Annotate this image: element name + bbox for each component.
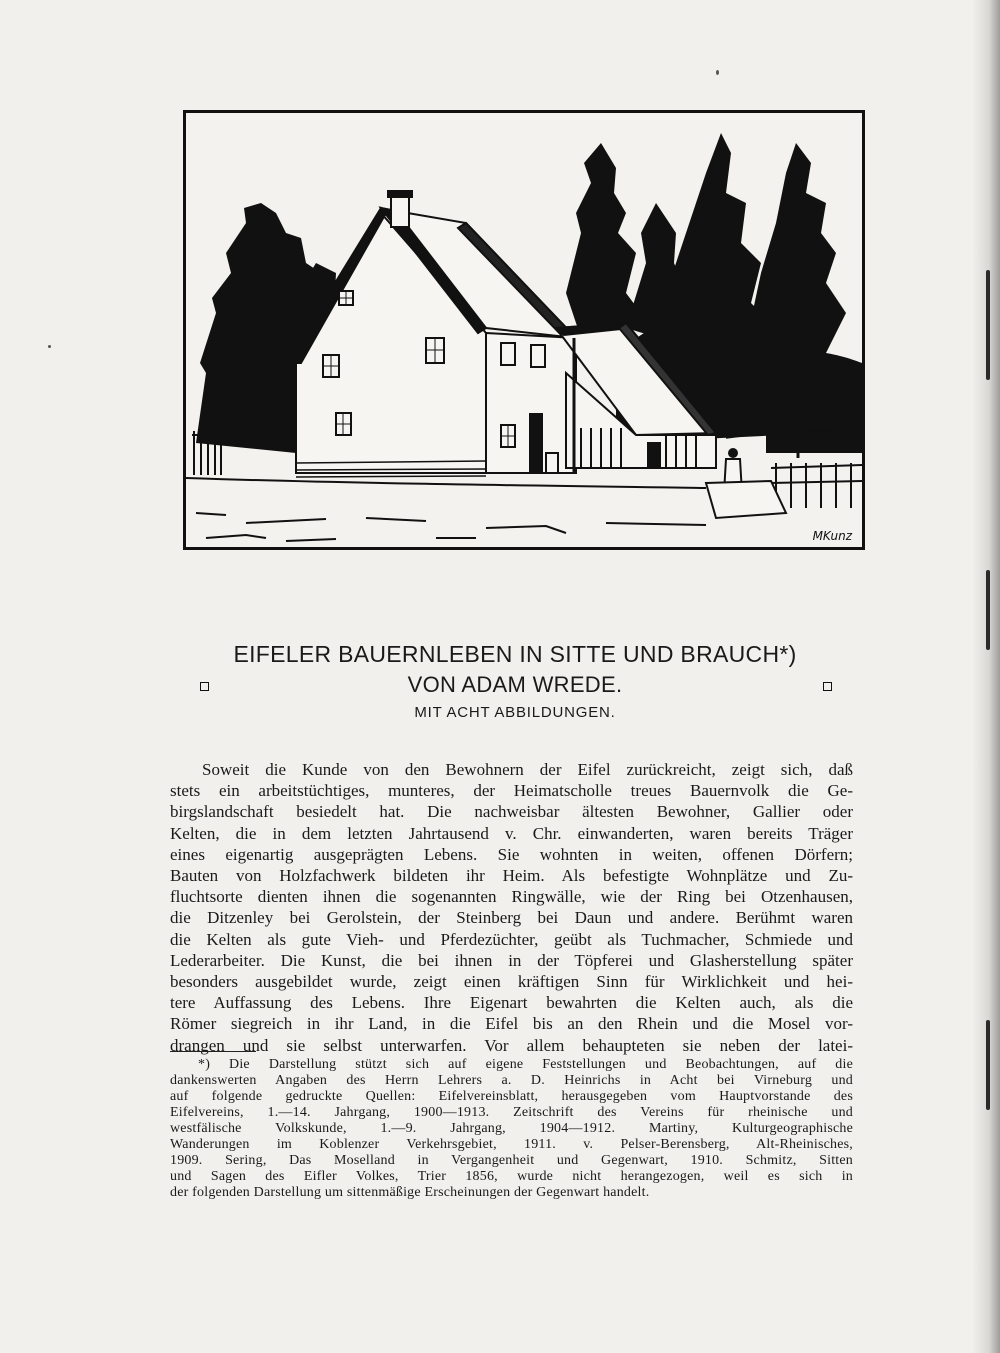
artist-signature: MKunz [812,529,852,543]
footnote-line: 1909. Sering, Das Moselland in Vergangenheit und Gegenwart, 1910. Schmitz, Sitten [170,1153,853,1168]
house-door [529,413,543,473]
footnote-line: dankenswerten Angaben des Herrn Lehrers a. D. Heinrichs in Acht bei Virneburg und [170,1073,853,1088]
paper-speck [716,70,719,75]
article-body [170,759,853,1056]
footnote-line: der folgenden Darstellung um sittenmäßige Erscheinungen der Gegenwart handelt. [170,1185,650,1200]
body-line: tere Auffassung des Lebens. Ihre Eigenart bewahrten die Kelten auch, als die [170,993,853,1013]
body-line: Soweit die Kunde von den Bewohnern der Eifel zurückreicht, zeigt sich, daß [202,760,853,779]
footnote-line: *) Die Darstellung stützt sich auf eigene Feststellungen und Beobachtungen, auf die [198,1057,853,1072]
footnote-line: Eifelvereins, 1.—14. Jahrgang, 1900—1913. Zeitschrift des Vereins für rheinische und [170,1105,853,1120]
author-byline: VON ADAM WREDE. [407,672,623,697]
body-line: Römer siegreich in ihr Land, in die Eifel bis an den Rhein und die Mosel vor- [170,1014,853,1034]
body-line: birgslandschaft besiedelt hat. Die nachweisbar ältesten Bewohner, Gallier oder [170,802,853,822]
body-line: Kelten, die in dem letzten Jahrtausend v. Chr. einwanderten, waren bereits Träger [170,823,853,843]
farmhouse-drawing [186,113,862,547]
body-line: Bauten von Holzfachwerk bildeten ihr Heim. Als befestigte Wohnplätze und Zu- [170,866,853,886]
body-line: stets ein arbeitstüchtiges, munteres, der Heimatscholle treues Bauernvolk die Ge- [170,781,853,801]
binding-mark [986,1020,990,1110]
square-ornament-icon [823,682,832,691]
byline-row [170,670,860,700]
footnote-line: auf folgende gedruckte Quellen: Eifelvereinsblatt, herausgegeben vom Hauptvorstande des [170,1089,853,1104]
page-edge-shadow [972,0,1000,1353]
body-line: Lederarbeiter. Die Kunst, die bei ihnen in der Töpferei und Glasherstellung später [170,950,853,970]
body-line: eines eigenartig ausgeprägten Lebens. Sie wohnten in weiten, offenen Dörfern; [170,844,853,864]
body-line: drangen und sie selbst unterwarfen. Vor allem behaupteten sie neben der latei- [170,1035,853,1055]
footnote-divider [170,1051,256,1052]
footnote-line: Wanderungen im Koblenzer Verkehrsgebiet, 1911. v. Pelser-Berensberg, Alt-Rheinisches, [170,1137,853,1152]
article-subtitle: MIT ACHT ABBILDUNGEN. [414,704,616,721]
binding-mark [986,270,990,380]
footnote [170,1057,853,1201]
paper-speck [48,345,51,348]
body-line: die Kelten als gute Vieh- und Pferdezüchter, geübt als Tuchmacher, Schmiede und [170,929,853,949]
body-line: die Ditzenley bei Gerolstein, der Steinberg bei Daun und andere. Berühmt waren [170,908,853,928]
body-line: besonders ausgebildet wurde, zeigt einen kräftigen Sinn für Wirklichkeit und hei- [170,972,853,992]
footnote-line: westfälische Volkskunde, 1.—9. Jahrgang, 1904—1912. Martiny, Kulturgeographische [170,1121,853,1136]
article-title: EIFELER BAUERNLEBEN IN SITTE UND BRAUCH*) [233,641,797,667]
article-header [170,638,860,721]
body-line: fluchtsorte dienten ihnen die sogenannten Ringwälle, wie der Ring bei Otzenhausen, [170,887,853,907]
farmhouse-illustration [183,110,865,550]
binding-mark [986,570,990,650]
footnote-line: und Sagen des Eifler Volkes, Trier 1856, wurde nicht herangezogen, weil es sich in [170,1169,853,1184]
